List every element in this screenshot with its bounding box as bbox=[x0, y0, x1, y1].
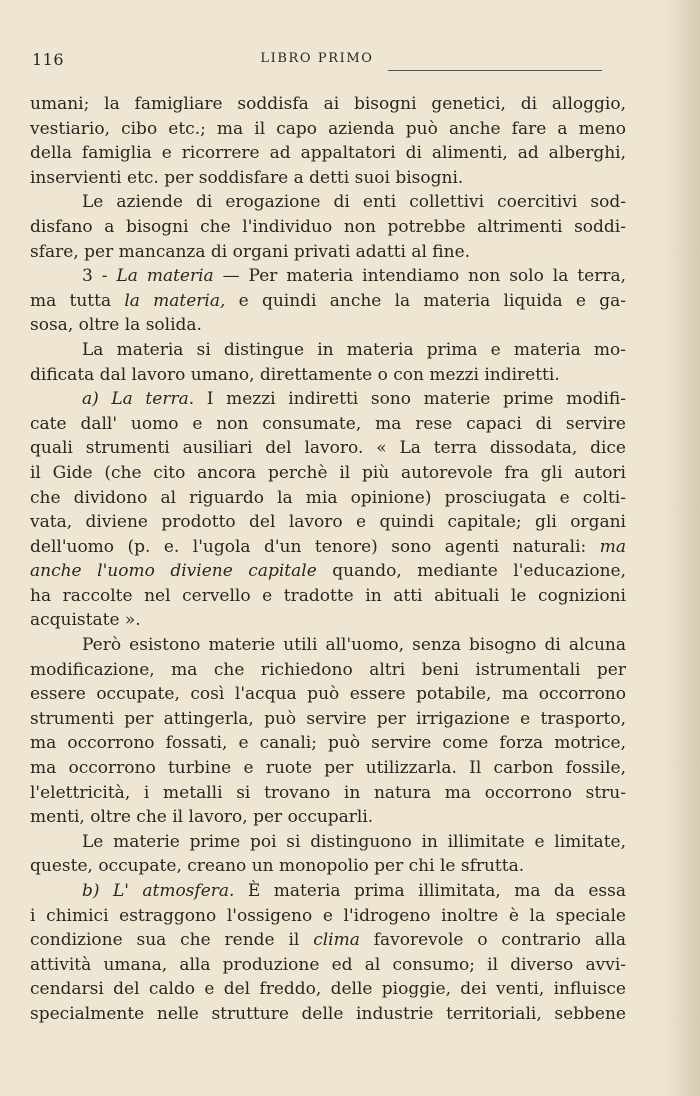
text-segment: 3 - bbox=[82, 266, 117, 287]
text-segment: quando, mediante l'educazione, bbox=[316, 561, 626, 582]
page-edge-shadow bbox=[664, 0, 700, 1096]
text-line: ha raccolte nel cervello e tradotte in atti abituali le cognizioni bbox=[30, 585, 626, 606]
text-segment: I mezzi indiretti sono materie prime modifi- bbox=[194, 389, 626, 410]
text-segment: dell'uomo (p. e. l'ugola d'un tenore) sono agenti naturali: bbox=[30, 536, 600, 557]
italic-text: ma bbox=[599, 536, 626, 557]
text-line: ma occorrono turbine e ruote per utilizzarla. Il carbon fossile, bbox=[30, 758, 626, 779]
text-line: cendarsi del caldo e del freddo, delle pioggie, dei venti, influisce bbox=[30, 979, 626, 1000]
body-text bbox=[30, 92, 626, 1027]
italic-text: anche l'uomo diviene capitale bbox=[30, 561, 317, 582]
text-line bbox=[30, 289, 626, 314]
text-line: essere occupate, così l'acqua può essere potabile, ma occorrono bbox=[30, 684, 626, 705]
text-line: sosa, oltre la solida. bbox=[30, 315, 202, 336]
text-line bbox=[30, 264, 626, 289]
text-segment: favorevole o contrario alla bbox=[359, 930, 626, 951]
text-line: dificata dal lavoro umano, direttamente o con mezzi indiretti. bbox=[30, 364, 560, 385]
page-number: 116 bbox=[32, 50, 65, 69]
text-line: quali strumenti ausiliari del lavoro. « La terra dissodata, dice bbox=[30, 438, 626, 459]
text-segment: condizione sua che rende il bbox=[30, 930, 314, 951]
text-line: umani; la famigliare soddisfa ai bisogni genetici, di alloggio, bbox=[30, 94, 626, 114]
running-head: LIBRO PRIMO bbox=[260, 51, 374, 66]
text-segment: È materia prima illimitata, ma da essa bbox=[234, 881, 626, 901]
text-line bbox=[30, 559, 626, 584]
text-line: l'elettricità, i metalli si trovano in natura ma occorrono stru- bbox=[30, 782, 626, 803]
text-line: modificazione, ma che richiedono altri beni istrumentali per bbox=[30, 659, 626, 680]
text-line bbox=[30, 928, 626, 953]
text-line: queste, occupate, creano un monopolio per chi le sfrutta. bbox=[30, 856, 525, 877]
header-rule bbox=[388, 70, 602, 71]
text-segment: — Per materia intendiamo non solo la terra, bbox=[213, 266, 626, 287]
text-segment: e quindi anche la materia liquida e ga- bbox=[225, 290, 626, 311]
text-line: vata, diviene prodotto del lavoro e quindi capitale; gli organi bbox=[30, 512, 626, 533]
italic-text: b) L' atmosfera. bbox=[82, 881, 235, 901]
text-line: ma occorrono fossati, e canali; può servire come forza motrice, bbox=[30, 733, 626, 754]
text-line: che dividono al riguardo la mia opinione) prosciugata e colti- bbox=[30, 487, 626, 508]
text-line: Le aziende di erogazione di enti collettivi coercitivi sod- bbox=[82, 192, 626, 213]
text-line bbox=[30, 879, 626, 904]
text-line: disfano a bisogni che l'individuo non potrebbe altrimenti soddi- bbox=[30, 216, 626, 237]
text-line: attività umana, alla produzione ed al consumo; il diverso avvi- bbox=[30, 954, 626, 975]
text-line: il Gide (che cito ancora perchè il più autorevole fra gli autori bbox=[30, 462, 626, 483]
text-line: della famiglia e ricorrere ad appaltatori di alimenti, ad alberghi, bbox=[30, 143, 626, 164]
text-segment: ma tutta bbox=[30, 290, 125, 311]
page-header bbox=[30, 50, 604, 72]
italic-text: a) La terra. bbox=[82, 389, 195, 410]
text-line: i chimici estraggono l'ossigeno e l'idrogeno inoltre è la speciale bbox=[30, 905, 626, 926]
text-line: Le materie prime poi si distinguono in illimitate e limitate, bbox=[82, 831, 626, 852]
italic-text: La materia bbox=[116, 266, 214, 287]
text-line bbox=[30, 387, 626, 412]
italic-text: clima bbox=[313, 930, 360, 951]
text-line: sfare, per mancanza di organi privati adatti al fine. bbox=[30, 241, 471, 262]
text-line: La materia si distingue in materia prima e materia mo- bbox=[82, 339, 626, 360]
text-line: strumenti per attingerla, può servire per irrigazione e trasporto, bbox=[30, 708, 626, 729]
text-line bbox=[30, 535, 626, 560]
text-line: cate dall' uomo e non consumate, ma rese capaci di servire bbox=[30, 413, 626, 434]
text-line: specialmente nelle strutture delle industrie territoriali, sebbene bbox=[30, 1003, 626, 1024]
italic-text: la materia, bbox=[124, 290, 226, 311]
text-line: menti, oltre che il lavoro, per occuparli. bbox=[30, 807, 374, 828]
text-line: vestiario, cibo etc.; ma il capo azienda può anche fare a meno bbox=[30, 118, 626, 139]
text-line: inservienti etc. per soddisfare a detti suoi bisogni. bbox=[30, 167, 464, 188]
text-line: acquistate ». bbox=[30, 610, 141, 631]
text-line: Però esistono materie utili all'uomo, senza bisogno di alcuna bbox=[82, 635, 626, 656]
